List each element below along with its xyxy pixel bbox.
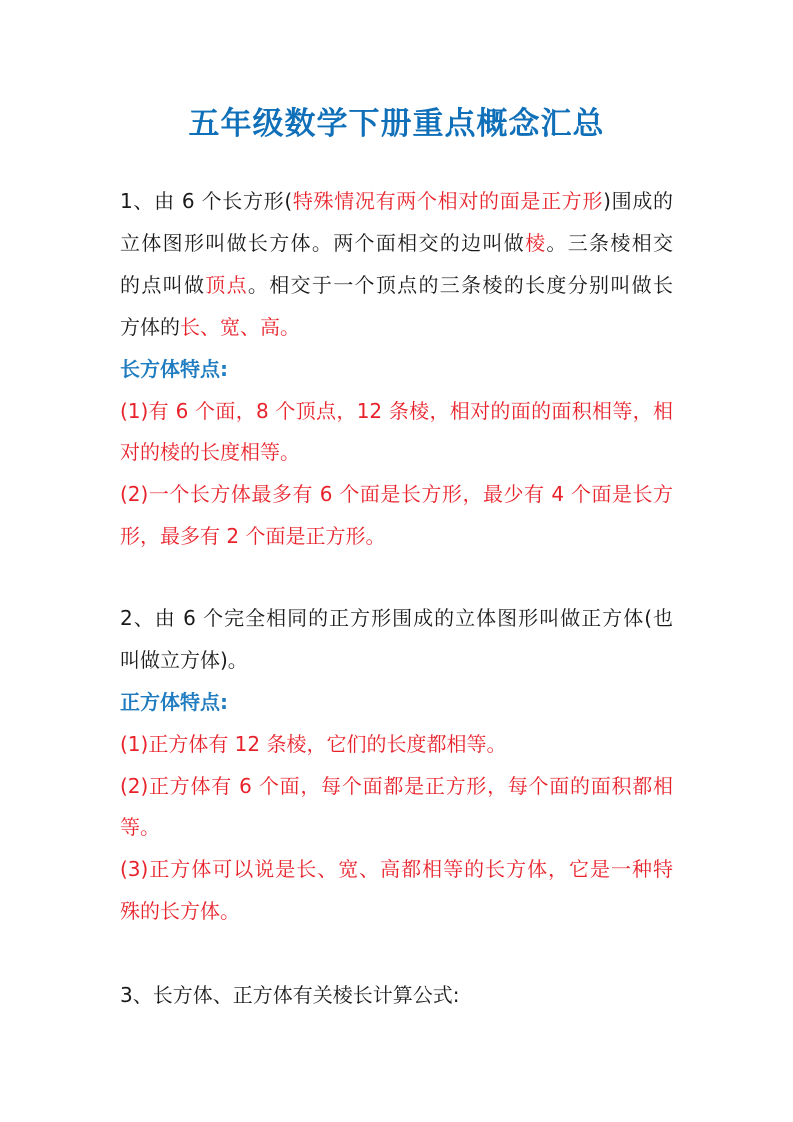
cube-feature-3-line2: 殊的长方体。 <box>120 899 240 923</box>
highlight-text: 特殊情况有两个相对的面是正方形 <box>292 189 604 213</box>
cube-feature-2-line2: 等。 <box>120 815 160 839</box>
text: 1、由 6 个长方形( <box>120 189 293 213</box>
cuboid-feature-2-line1: (2)一个长方体最多有 6 个面是长方形，最少有 4 个面是长方 <box>120 482 673 506</box>
cube-feature-3-line1: (3)正方体可以说是长、宽、高都相等的长方体，它是一种特 <box>120 857 673 881</box>
highlight-text: 长、宽、高。 <box>180 315 300 339</box>
cuboid-feature-2-line2: 形，最多有 2 个面是正方形。 <box>120 524 386 548</box>
section1-line2 <box>120 228 673 258</box>
section1-line4 <box>120 312 673 342</box>
section1-line1 <box>120 186 673 216</box>
section2-line2: 叫做立方体)。 <box>120 648 248 672</box>
text: 方体的 <box>120 315 180 339</box>
page-title: 五年级数学下册重点概念汇总 <box>188 106 605 142</box>
section2-line1: 2、由 6 个完全相同的正方形围成的立体图形叫做正方体(也 <box>120 606 673 630</box>
text: 立体图形叫做长方体。两个面相交的边叫做 <box>120 231 526 255</box>
text: 。相交于一个顶点的三条棱的长度分别叫做长 <box>247 273 674 297</box>
section3-line1: 3、长方体、正方体有关棱长计算公式: <box>120 983 460 1007</box>
cube-feature-1: (1)正方体有 12 条棱，它们的长度都相等。 <box>120 732 507 756</box>
cuboid-feature-1-line1: (1)有 6 个面，8 个顶点，12 条棱，相对的面的面积相等，相 <box>120 399 673 423</box>
highlight-text: 棱 <box>525 231 547 255</box>
cuboid-feature-1-line2: 对的棱的长度相等。 <box>120 440 300 464</box>
highlight-text: 顶点 <box>205 273 248 297</box>
text: )围成的 <box>603 189 674 213</box>
text: 的点叫做 <box>120 273 206 297</box>
cube-feature-2-line1: (2)正方体有 6 个面，每个面都是正方形，每个面的面积都相 <box>120 774 673 798</box>
cube-features-heading: 正方体特点: <box>120 690 228 714</box>
section1-line3 <box>120 270 673 300</box>
text: 。三条棱相交 <box>546 231 674 255</box>
cuboid-features-heading: 长方体特点: <box>120 357 228 381</box>
